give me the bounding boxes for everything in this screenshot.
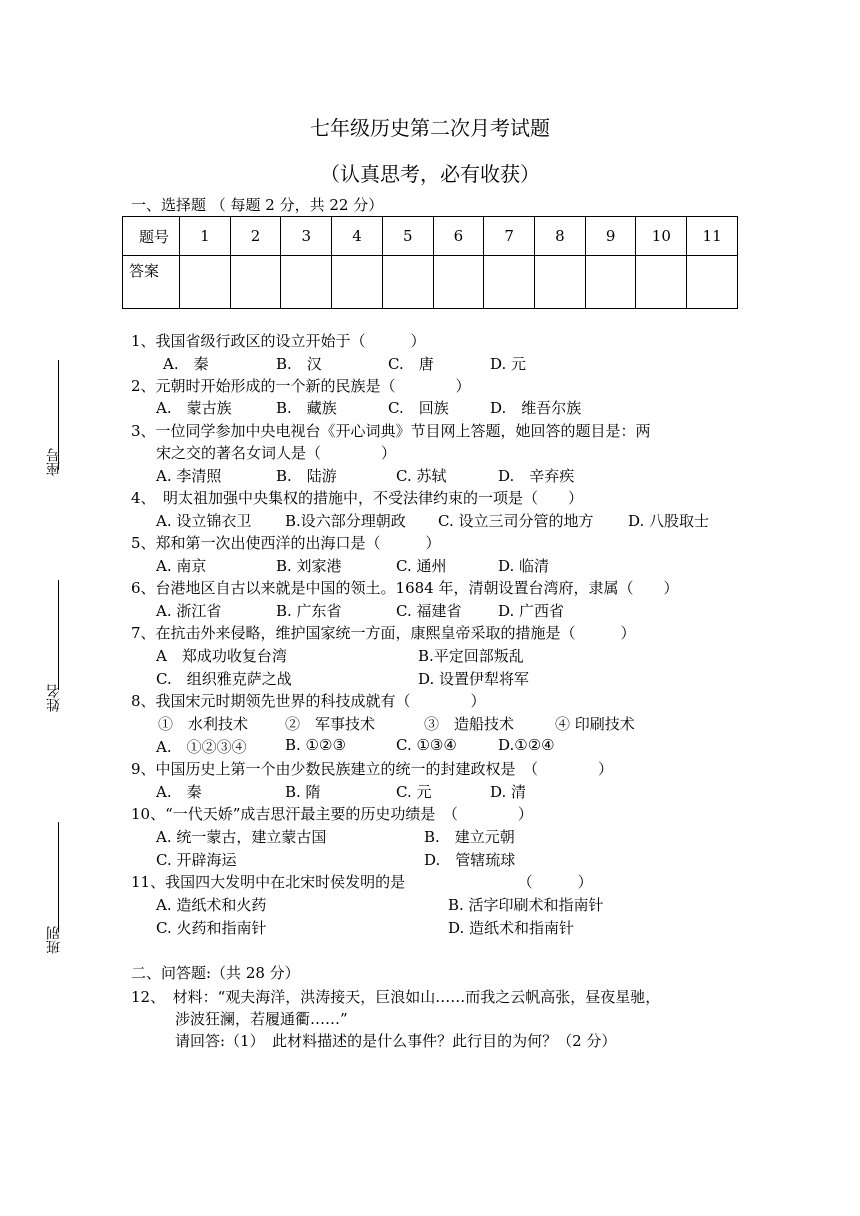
table-cell-label: 答案 <box>123 256 180 309</box>
q5-option-d[interactable]: D. 临清 <box>498 557 550 575</box>
table-cell: 3 <box>281 217 332 256</box>
question-10: 10、“一代天娇”成吉思汗最主要的历史功绩是 （ ） <box>131 805 533 823</box>
table-cell: 7 <box>484 217 535 256</box>
q8-item-4: ④ 印刷技术 <box>555 715 635 733</box>
table-cell: 6 <box>433 217 484 256</box>
q10-option-c[interactable]: C. 开辟海运 <box>156 851 237 869</box>
answer-cell-3[interactable] <box>281 256 332 309</box>
class-line <box>58 822 59 932</box>
q7-option-c[interactable]: C. 组织雅克萨之战 <box>156 670 292 688</box>
q10-option-d[interactable]: D. 管辖琉球 <box>424 851 516 869</box>
q9-option-a[interactable]: A. 秦 <box>156 783 202 801</box>
seat-label: 座号 <box>46 448 62 476</box>
question-1: 1、我国省级行政区的设立开始于（ ） <box>131 332 426 350</box>
q7-option-d[interactable]: D. 设置伊犁将军 <box>418 670 530 688</box>
page-subtitle: （认真思考，必有收获） <box>320 162 540 186</box>
q3-option-a[interactable]: A. 李清照 <box>156 467 222 485</box>
q8-option-d[interactable]: D.①②④ <box>498 736 555 754</box>
question-5: 5、郑和第一次出使西洋的出海口是（ ） <box>131 534 441 552</box>
q4-option-b[interactable]: B.设六部分理朝政 <box>285 512 406 530</box>
q9-option-d[interactable]: D. 清 <box>490 783 527 801</box>
question-7: 7、在抗击外来侵略，维护国家统一方面，康熙皇帝采取的措施是（ ） <box>131 624 636 642</box>
question-8: 8、我国宋元时期领先世界的科技成就有（ ） <box>131 692 486 710</box>
q8-option-c[interactable]: C. ①③④ <box>396 736 457 754</box>
answer-cell-5[interactable] <box>382 256 433 309</box>
q11-option-b[interactable]: B. 活字印刷术和指南针 <box>448 896 604 914</box>
q2-option-b[interactable]: B. 藏族 <box>276 399 337 417</box>
q11-option-a[interactable]: A. 造纸术和火药 <box>156 896 267 914</box>
answer-cell-10[interactable] <box>636 256 687 309</box>
q6-option-c[interactable]: C. 福建省 <box>396 602 462 620</box>
q10-option-a[interactable]: A. 统一蒙古，建立蒙古国 <box>156 828 327 846</box>
page-title: 七年级历史第二次月考试题 <box>310 116 550 140</box>
name-line <box>58 580 59 690</box>
q7-option-b[interactable]: B.平定回部叛乱 <box>418 647 524 665</box>
q1-option-d[interactable]: D. 元 <box>490 355 527 373</box>
table-cell-label: 题号 <box>123 217 180 256</box>
q4-option-d[interactable]: D. 八股取士 <box>628 512 710 530</box>
q8-option-a[interactable]: A. ①②③④ <box>156 738 247 756</box>
answer-cell-4[interactable] <box>332 256 383 309</box>
q8-item-1: ① 水利技术 <box>158 715 249 733</box>
q5-option-b[interactable]: B. 刘家港 <box>276 557 342 575</box>
answer-cell-8[interactable] <box>535 256 586 309</box>
answer-cell-1[interactable] <box>180 256 231 309</box>
q3-option-c[interactable]: C. 苏轼 <box>396 467 447 485</box>
q8-item-3: ③ 造船技术 <box>424 715 515 733</box>
q3-option-b[interactable]: B. 陆游 <box>276 467 337 485</box>
section1-heading: 一、选择题 （ 每题 2 分，共 22 分） <box>131 196 384 214</box>
q5-option-a[interactable]: A. 南京 <box>156 557 207 575</box>
table-cell: 11 <box>687 217 738 256</box>
q3-option-d[interactable]: D. 辛弃疾 <box>498 467 575 485</box>
q10-option-b[interactable]: B. 建立元朝 <box>424 828 515 846</box>
answer-table <box>122 216 738 309</box>
q1-option-a[interactable]: A. 秦 <box>163 355 209 373</box>
question-3-cont: 宋之交的著名女词人是（ ） <box>156 444 397 462</box>
table-cell: 8 <box>535 217 586 256</box>
question-6: 6、台港地区自古以来就是中国的领土。1684 年，清朝设置台湾府，隶属（ ） <box>131 579 679 597</box>
q5-option-c[interactable]: C. 通州 <box>396 557 447 575</box>
q11-option-c[interactable]: C. 火药和指南针 <box>156 919 267 937</box>
question-9: 9、中国历史上第一个由少数民族建立的统一的封建政权是 （ ） <box>131 760 614 778</box>
q9-option-b[interactable]: B. 隋 <box>285 783 321 801</box>
q2-option-c[interactable]: C. 回族 <box>388 399 449 417</box>
q4-option-a[interactable]: A. 设立锦衣卫 <box>156 512 252 530</box>
q1-option-b[interactable]: B. 汉 <box>276 355 322 373</box>
q8-item-2: ② 军事技术 <box>285 715 376 733</box>
question-2: 2、元朝时开始形成的一个新的民族是（ ） <box>131 377 471 395</box>
q1-option-c[interactable]: C. 唐 <box>388 355 434 373</box>
answer-cell-2[interactable] <box>230 256 281 309</box>
q11-option-d[interactable]: D. 造纸术和指南针 <box>448 919 575 937</box>
q2-option-a[interactable]: A. 蒙古族 <box>156 399 232 417</box>
q6-option-b[interactable]: B. 广东省 <box>276 602 342 620</box>
q7-option-a[interactable]: A 郑成功收复台湾 <box>156 647 287 665</box>
table-cell: 5 <box>382 217 433 256</box>
table-cell: 10 <box>636 217 687 256</box>
question-3: 3、一位同学参加中央电视台《开心词典》节目网上答题，她回答的题目是：两 <box>131 422 651 440</box>
q6-option-d[interactable]: D. 广西省 <box>498 602 565 620</box>
answer-cell-6[interactable] <box>433 256 484 309</box>
table-row <box>123 217 738 256</box>
q8-option-b[interactable]: B. ①②③ <box>285 736 346 754</box>
question-12: 12、 材料：“观夫海洋，洪涛接天，巨浪如山……而我之云帆高张，昼夜星驰， <box>131 988 661 1006</box>
q9-option-c[interactable]: C. 元 <box>396 783 432 801</box>
answer-cell-9[interactable] <box>585 256 636 309</box>
question-12-cont: 涉波狂澜，若履通衢……” <box>175 1010 348 1028</box>
table-cell: 9 <box>585 217 636 256</box>
answer-cell-7[interactable] <box>484 256 535 309</box>
name-label: 姓名 <box>46 684 62 712</box>
q2-option-d[interactable]: D. 维吾尔族 <box>490 399 582 417</box>
question-11: 11、我国四大发明中在北宋时侯发明的是 （ ） <box>131 873 593 891</box>
table-cell: 4 <box>332 217 383 256</box>
section2-heading: 二、问答题:（共 28 分） <box>131 964 300 982</box>
q6-option-a[interactable]: A. 浙江省 <box>156 602 222 620</box>
q4-option-c[interactable]: C. 设立三司分管的地方 <box>438 512 594 530</box>
question-12-part1: 请回答:（1） 此材料描述的是什么事件？此行目的为何？（2 分） <box>175 1032 617 1050</box>
table-cell: 1 <box>180 217 231 256</box>
question-4: 4、 明太祖加强中央集权的措施中，不受法律约束的一项是（ ） <box>131 489 584 507</box>
table-row <box>123 256 738 309</box>
answer-cell-11[interactable] <box>687 256 738 309</box>
table-cell: 2 <box>230 217 281 256</box>
class-label: 班别 <box>46 926 62 954</box>
